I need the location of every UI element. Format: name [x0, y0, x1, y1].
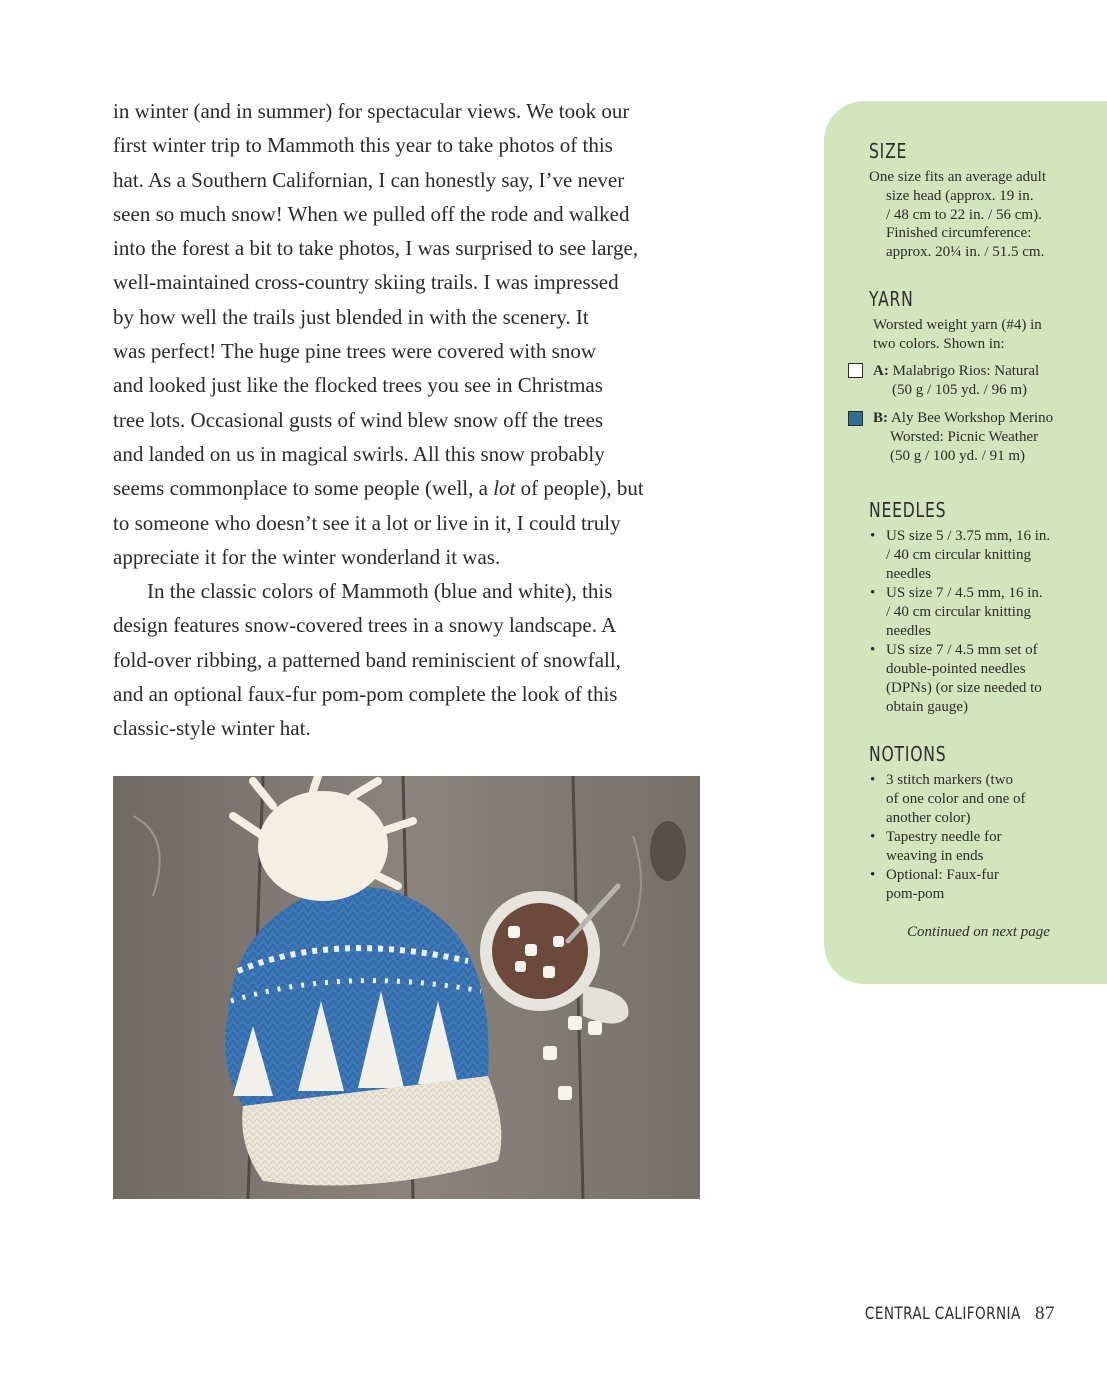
- text-line: [113, 471, 713, 505]
- notions-list: [870, 771, 1026, 904]
- hat-photo: [113, 776, 700, 1199]
- yarn-b-name: Aly Bee Workshop Merino: [890, 410, 1054, 426]
- yarn-line: two colors. Shown in:: [873, 335, 1005, 352]
- notion-line: Optional: Faux-fur: [886, 867, 999, 883]
- body-text: [113, 94, 713, 746]
- paragraph-1: [113, 94, 713, 574]
- needle-line: / 40 cm circular knitting: [886, 547, 1031, 563]
- text-line: to someone who doesn’t see it a lot or live in it, I could truly: [113, 510, 621, 535]
- list-item: [870, 527, 1050, 584]
- bullet-dot: •: [870, 772, 876, 788]
- needle-line: obtain gauge): [886, 699, 969, 715]
- notion-line: 3 stitch markers (two: [886, 772, 1014, 788]
- color-a-swatch: [848, 363, 863, 378]
- notion-line: weaving in ends: [886, 848, 984, 864]
- text-line: was perfect! The huge pine trees were covered with snow: [113, 339, 596, 364]
- yarn-a-line: (50 g / 105 yd. / 96 m): [892, 381, 1027, 398]
- list-item: [870, 771, 1026, 828]
- text-line: appreciate it for the winter wonderland it was.: [113, 544, 501, 569]
- text-line: and looked just like the flocked trees you see in Christmas: [113, 373, 603, 398]
- yarn-a-label: A:: [873, 363, 889, 379]
- hat-photo-illustration: [113, 776, 700, 1199]
- size-text: [869, 168, 1046, 262]
- notion-line: another color): [886, 810, 971, 826]
- color-b-swatch: [848, 411, 863, 426]
- text-run: seems commonplace to some people (well, a: [113, 476, 494, 501]
- size-line: One size fits an average adult: [869, 169, 1047, 185]
- paragraph-2: [113, 574, 713, 745]
- bullet-dot: •: [870, 829, 876, 845]
- text-line: into the forest a bit to take photos, I was surprised to see large,: [113, 236, 639, 261]
- text-line: In the classic colors of Mammoth (blue and white), this: [147, 579, 613, 604]
- needle-line: needles: [886, 623, 931, 639]
- notion-line: pom-pom: [886, 886, 945, 902]
- needle-line: US size 7 / 4.5 mm, 16 in.: [886, 585, 1043, 601]
- yarn-b-line: Worsted: Picnic Weather: [890, 428, 1039, 445]
- needle-line: needles: [886, 566, 931, 582]
- emphasis-text: lot: [493, 476, 516, 501]
- needle-line: US size 7 / 4.5 mm set of: [886, 642, 1038, 658]
- text-line: tree lots. Occasional gusts of wind blew snow off the trees: [113, 407, 604, 432]
- needles-list: [870, 527, 1050, 717]
- page-number: 87: [1035, 1303, 1055, 1324]
- yarn-b: [873, 409, 1053, 465]
- notion-line: Tapestry needle for: [886, 829, 1002, 845]
- needle-line: double-pointed needles: [886, 661, 1026, 677]
- text-line: fold-over ribbing, a patterned band reminiscient of snowfall,: [113, 647, 621, 672]
- list-item: [870, 866, 1026, 904]
- yarn-a-line: [873, 362, 1039, 381]
- yarn-b-line: [873, 409, 1053, 428]
- size-line: size head (approx. 19 in.: [886, 187, 1034, 204]
- needle-line: / 40 cm circular knitting: [886, 604, 1031, 620]
- text-line: and landed on us in magical swirls. All this snow probably: [113, 441, 605, 466]
- text-line: first winter trip to Mammoth this year to take photos of this: [113, 133, 613, 158]
- needle-line: (DPNs) (or size needed to: [886, 680, 1042, 696]
- text-line: design features snow-covered trees in a snowy landscape. A: [113, 613, 617, 638]
- size-line: approx. 20¼ in. / 51.5 cm.: [886, 244, 1045, 261]
- pattern-sidebar: [824, 101, 1107, 984]
- bullet-dot: •: [870, 585, 876, 601]
- needle-line: US size 5 / 3.75 mm, 16 in.: [886, 528, 1051, 544]
- bullet-dot: •: [870, 867, 876, 883]
- yarn-text: [873, 316, 1042, 354]
- section-title: CENTRAL CALIFORNIA: [865, 1304, 1021, 1324]
- list-item: [870, 641, 1050, 717]
- page-footer: [826, 1303, 1055, 1325]
- text-line: and an optional faux-fur pom-pom complete the look of this: [113, 682, 618, 707]
- continued-note: Continued on next page: [907, 924, 1050, 940]
- yarn-heading: YARN: [869, 287, 914, 311]
- text-line: seen so much snow! When we pulled off the rode and walked: [113, 201, 630, 226]
- size-heading: SIZE: [869, 139, 908, 163]
- text-line: hat. As a Southern Californian, I can honestly say, I’ve never: [113, 167, 625, 192]
- list-item: [870, 828, 1026, 866]
- needles-heading: NEEDLES: [869, 498, 947, 522]
- text-line: by how well the trails just blended in with the scenery. It: [113, 304, 589, 329]
- text-line: classic-style winter hat.: [113, 716, 311, 741]
- notions-heading: NOTIONS: [869, 742, 947, 766]
- text-line: well-maintained cross-country skiing trails. I was impressed: [113, 270, 619, 295]
- notion-line: of one color and one of: [886, 791, 1026, 807]
- yarn-b-line: (50 g / 100 yd. / 91 m): [890, 447, 1025, 464]
- text-line: in winter (and in summer) for spectacular views. We took our: [113, 99, 630, 123]
- yarn-line: Worsted weight yarn (#4) in: [873, 317, 1042, 333]
- text-run: of people), but: [515, 476, 644, 501]
- yarn-a-name: Malabrigo Rios: Natural: [892, 363, 1040, 379]
- list-item: [870, 584, 1050, 641]
- yarn-b-label: B:: [873, 410, 888, 426]
- size-line: Finished circumference:: [886, 225, 1032, 242]
- bullet-dot: •: [870, 528, 876, 544]
- bullet-dot: •: [870, 642, 876, 658]
- size-line: / 48 cm to 22 in. / 56 cm).: [886, 206, 1042, 223]
- yarn-a: [873, 362, 1039, 400]
